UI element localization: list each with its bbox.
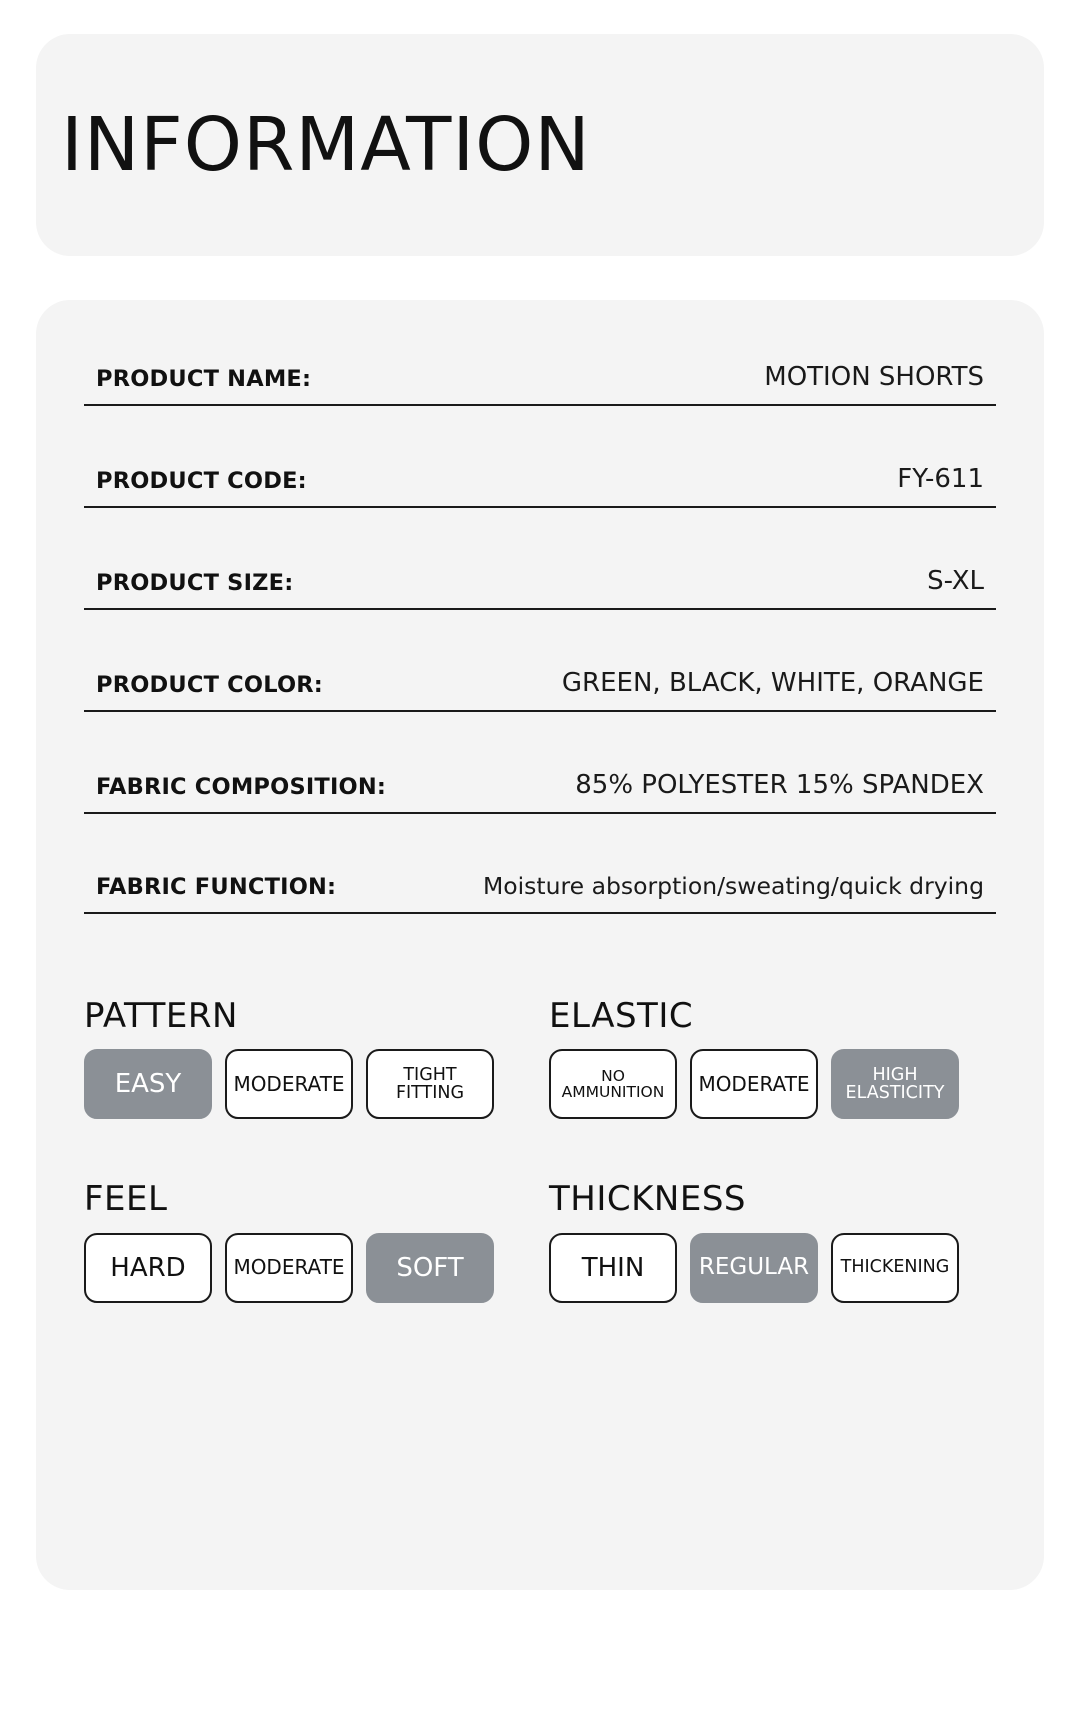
- attribute-option[interactable]: [225, 1049, 353, 1119]
- spec-row: [84, 668, 996, 712]
- spec-value: S-XL: [927, 566, 984, 596]
- specification-card: [36, 300, 1044, 1590]
- spec-label: PRODUCT NAME:: [96, 366, 312, 392]
- spec-value: Moisture absorption/sweating/quick drying: [482, 872, 984, 900]
- attribute-option-label: HARD: [110, 1252, 186, 1283]
- spec-row: [84, 872, 996, 914]
- attribute-option[interactable]: [225, 1233, 353, 1303]
- attribute-grid: [84, 998, 996, 1303]
- attribute-option-label: MODERATE: [698, 1071, 810, 1096]
- attribute-option[interactable]: [690, 1233, 818, 1303]
- spec-label: PRODUCT CODE:: [96, 468, 307, 494]
- spec-label: PRODUCT COLOR:: [96, 672, 324, 698]
- spec-row: [84, 770, 996, 814]
- spec-label: FABRIC COMPOSITION:: [96, 774, 387, 800]
- attribute-group: [549, 998, 996, 1119]
- spec-row: [84, 362, 996, 406]
- spec-label: FABRIC FUNCTION:: [96, 874, 337, 900]
- spec-value: FY-611: [897, 464, 984, 494]
- attribute-group-title: ELASTIC: [549, 996, 694, 1036]
- attribute-option-label: TIGHT FITTING: [395, 1064, 465, 1104]
- page-title: INFORMATION: [61, 102, 591, 188]
- spec-value: MOTION SHORTS: [764, 362, 984, 392]
- attribute-option[interactable]: [366, 1049, 494, 1119]
- attribute-option[interactable]: [831, 1049, 959, 1119]
- spec-row: [84, 464, 996, 508]
- attribute-option[interactable]: [831, 1233, 959, 1303]
- attribute-option-label: HIGH ELASTICITY: [845, 1064, 945, 1104]
- attribute-option-row: [549, 1049, 996, 1119]
- attribute-option-label: MODERATE: [233, 1071, 345, 1096]
- attribute-option[interactable]: [549, 1049, 677, 1119]
- attribute-option-label: MODERATE: [233, 1254, 345, 1279]
- attribute-option[interactable]: [690, 1049, 818, 1119]
- attribute-option[interactable]: [84, 1233, 212, 1303]
- attribute-group: [549, 1181, 996, 1302]
- attribute-option-label: NO AMMUNITION: [561, 1066, 665, 1102]
- spec-row: [84, 566, 996, 610]
- attribute-option-row: [84, 1233, 531, 1303]
- spec-label: PRODUCT SIZE:: [96, 570, 294, 596]
- attribute-option-label: THIN: [581, 1252, 645, 1283]
- product-information-page: [0, 34, 1080, 1729]
- header-card: [36, 34, 1044, 256]
- attribute-option[interactable]: [366, 1233, 494, 1303]
- attribute-group-title: PATTERN: [84, 996, 238, 1036]
- spec-value: 85% POLYESTER 15% SPANDEX: [575, 770, 984, 800]
- attribute-option-row: [549, 1233, 996, 1303]
- attribute-option[interactable]: [549, 1233, 677, 1303]
- spec-value: GREEN, BLACK, WHITE, ORANGE: [561, 668, 984, 698]
- attribute-group: [84, 1181, 531, 1302]
- attribute-option-label: EASY: [114, 1069, 182, 1100]
- attribute-option-row: [84, 1049, 531, 1119]
- attribute-option[interactable]: [84, 1049, 212, 1119]
- spec-table: [84, 362, 996, 914]
- attribute-option-label: THICKENING: [840, 1257, 950, 1278]
- attribute-group: [84, 998, 531, 1119]
- attribute-option-label: REGULAR: [698, 1254, 810, 1281]
- attribute-option-label: SOFT: [396, 1252, 464, 1283]
- attribute-group-title: THICKNESS: [549, 1179, 746, 1220]
- attribute-group-title: FEEL: [84, 1179, 168, 1220]
